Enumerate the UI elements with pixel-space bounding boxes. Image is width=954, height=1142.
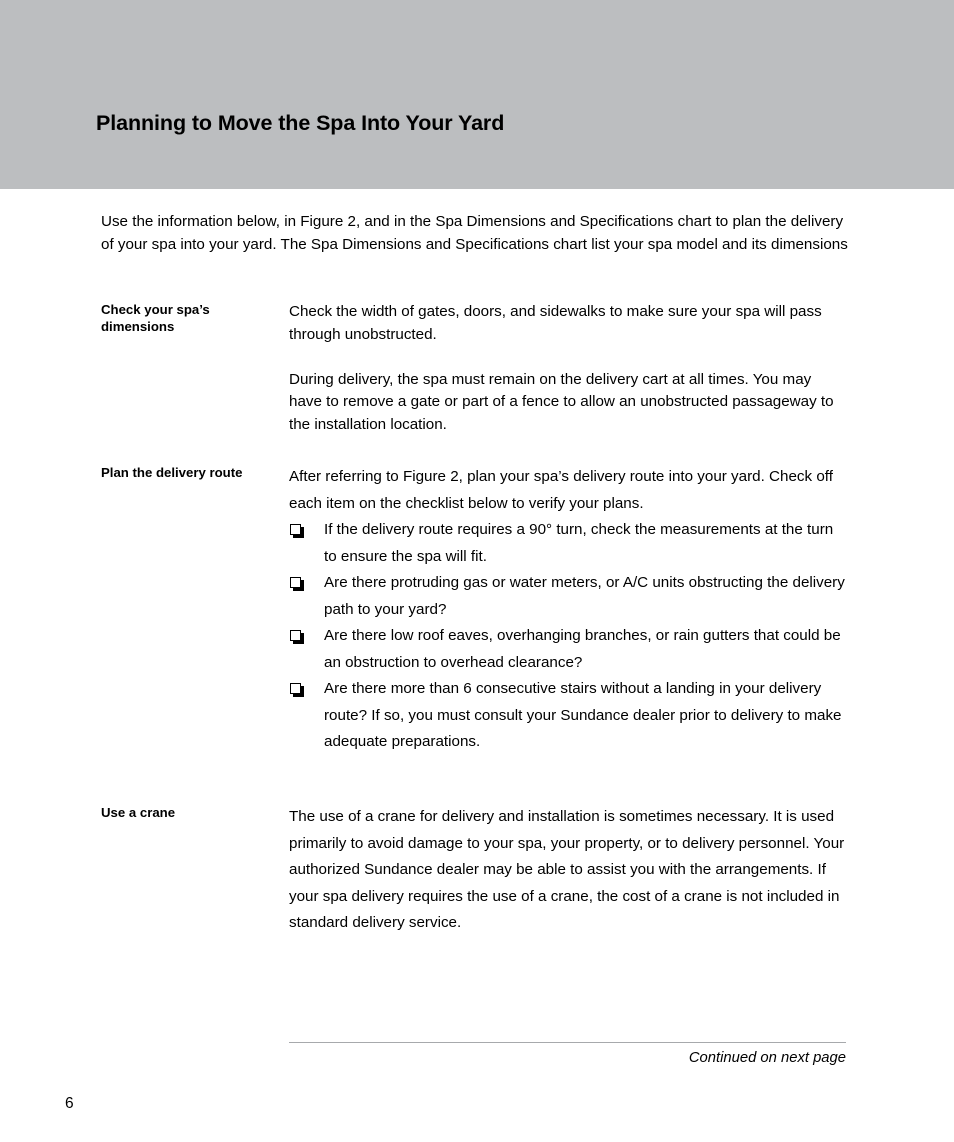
- intro-paragraph: Use the information below, in Figure 2, and in the Spa Dimensions and Specifications chart to plan the delivery of your spa into your yard. The Spa Dimensions and Specifications chart list your spa model and its dimensions: [101, 213, 848, 253]
- checklist-item[interactable]: [289, 676, 847, 756]
- checkbox-icon[interactable]: [290, 577, 302, 589]
- paragraph: During delivery, the spa must remain on the delivery cart at all times. You may have to remove a gate or part of a fence to allow an unobstructed passageway to the installation location.: [289, 370, 834, 433]
- section-label-use-crane: Use a crane: [101, 805, 176, 820]
- footer-divider: [289, 1042, 846, 1043]
- checklist-item-label: If the delivery route requires a 90° turn, check the measurements at the turn to ensure the spa will fit.: [324, 521, 834, 565]
- page-number: 6: [65, 1095, 74, 1112]
- checklist-item-label: Are there protruding gas or water meters, or A/C units obstructing the delivery path to your yard?: [324, 574, 845, 618]
- checklist-item[interactable]: [289, 570, 847, 623]
- paragraph: Check the width of gates, doors, and sidewalks to make sure your spa will pass through unobstructed.: [289, 303, 822, 343]
- checkbox-icon[interactable]: [290, 683, 302, 695]
- checklist-item-label: Are there low roof eaves, overhanging branches, or rain gutters that could be an obstruction to overhead clearance?: [324, 627, 841, 671]
- checkbox-icon[interactable]: [290, 524, 302, 536]
- continued-on-next-page-note: Continued on next page: [688, 1050, 846, 1066]
- section-body-check-dimensions: [289, 301, 847, 436]
- section-label-plan-route: Plan the delivery route: [101, 465, 243, 480]
- page-header-band: [0, 0, 954, 189]
- checklist-item-label: Are there more than 6 consecutive stairs without a landing in your delivery route? If so, you must consult your Sundance dealer prior to delivery to make adequate preparations.: [324, 680, 842, 750]
- delivery-route-checklist: [289, 517, 847, 756]
- paragraph: The use of a crane for delivery and installation is sometimes necessary. It is used primarily to avoid damage to your spa, your property, or to delivery personnel. Your authorized Sundance dealer may be able to assist you with the arrangements. If your spa delivery requires the use of a crane, the cost of a crane is not included in standard delivery service.: [289, 808, 845, 931]
- section-label-check-dimensions: Check your spa’s dimensions: [101, 302, 210, 334]
- paragraph: After referring to Figure 2, plan your spa’s delivery route into your yard. Check off each item on the checklist below to verify your plans.: [289, 468, 833, 512]
- checklist-item[interactable]: [289, 517, 847, 570]
- checklist-item[interactable]: [289, 623, 847, 676]
- section-body-plan-route: [289, 464, 847, 756]
- checkbox-icon[interactable]: [290, 630, 302, 642]
- section-body-use-crane: [289, 804, 847, 937]
- page-title: Planning to Move the Spa Into Your Yard: [96, 111, 505, 135]
